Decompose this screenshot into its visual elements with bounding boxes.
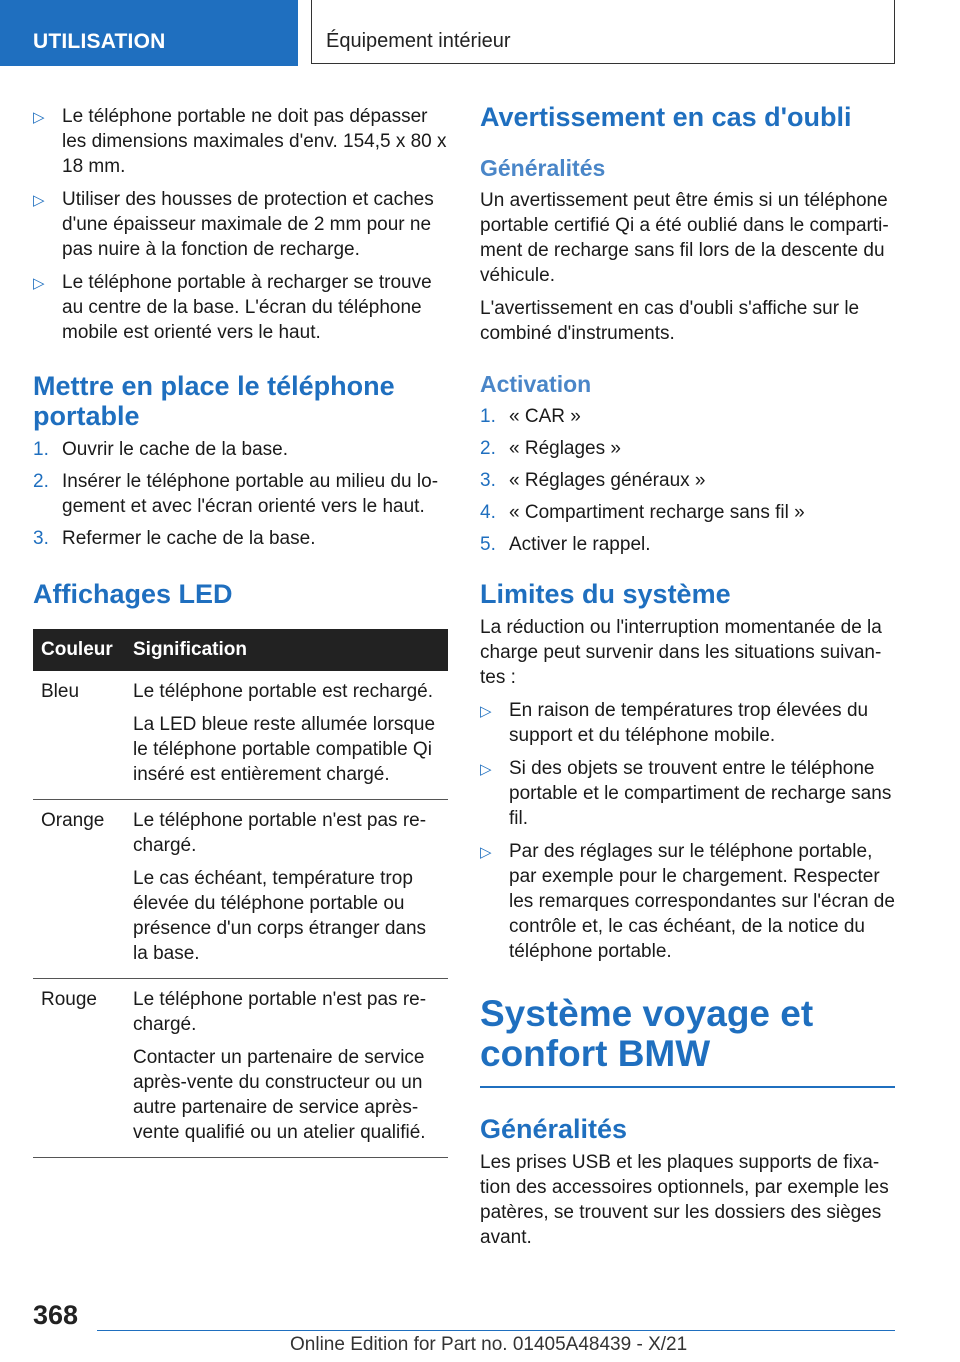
led-meaning-cell <box>125 800 448 979</box>
subheading-activation: Activation <box>480 371 592 397</box>
section-tab <box>0 0 298 66</box>
step-number: 4. <box>480 502 496 523</box>
meaning-detail: Contacter un partenaire de service après-vente du constructeur ou un autre partenaire de service après-vente qualifié ou un atelier qualifié. <box>133 1047 426 1143</box>
step-item <box>480 532 895 557</box>
section-heading-place-phone: Mettre en place le téléphone portable <box>33 371 395 431</box>
step-text: Refermer le cache de la base. <box>62 528 316 549</box>
step-text: Insérer le téléphone portable au milieu du logement et avec l'écran orienté vers le haut. <box>62 471 439 517</box>
section-heading-general: Généralités <box>480 1114 628 1144</box>
bullet-text: Par des réglages sur le téléphone portable, par exemple pour le chargement. Respecter les remarques correspondantes sur l'écran de contrôle et, le cas échéant, de la notice du téléphone portable. <box>509 841 895 962</box>
step-number: 2. <box>33 471 49 492</box>
step-text: Ouvrir le cache de la base. <box>62 439 289 460</box>
table-row <box>33 800 448 979</box>
meaning-text: Le téléphone portable n'est pas rechargé. <box>133 989 427 1035</box>
column-header-meaning: Signification <box>125 629 448 671</box>
step-item <box>33 437 448 462</box>
list-item <box>33 270 448 345</box>
triangle-bullet-icon: ▷ <box>33 109 45 126</box>
triangle-bullet-icon: ▷ <box>33 192 45 209</box>
chapter-box <box>311 0 895 64</box>
step-text: « CAR » <box>509 406 581 427</box>
section-title: UTILISATION <box>33 30 166 53</box>
triangle-bullet-icon: ▷ <box>480 761 492 778</box>
led-meaning-cell <box>125 671 448 800</box>
led-table <box>33 629 448 1158</box>
section-heading-warning: Avertissement en cas d'oubli <box>480 102 852 132</box>
list-item <box>480 698 895 748</box>
section-heading-limits: Limites du système <box>480 579 731 609</box>
footer-edition: Online Edition for Part no. 01405A48439 - X/21 <box>290 1334 688 1355</box>
left-column <box>33 104 448 1158</box>
paragraph: L'avertissement en cas d'oubli s'affiche sur le combiné d'instruments. <box>480 298 860 344</box>
right-column <box>480 102 895 1250</box>
meaning-text: Le téléphone portable n'est pas rechargé. <box>133 810 427 856</box>
paragraph: Un avertissement peut être émis si un téléphone portable certifié Qi a été oublié dans le compartiment de recharge sans fil lors de la descente du véhicule. <box>480 190 889 286</box>
meaning-detail: La LED bleue reste allumée lorsque le téléphone portable compatible Qi inséré est entièrement chargé. <box>133 714 436 785</box>
column-header-color: Couleur <box>33 629 125 671</box>
chapter-heading-travel-comfort: Système voyage et confort BMW <box>480 993 814 1074</box>
page-header <box>0 0 960 66</box>
meaning-detail: Le cas échéant, température trop élevée du téléphone portable ou présence d'un corps étranger dans la base. <box>133 868 427 964</box>
table-header-row <box>33 629 448 671</box>
section-heading-led: Affichages LED <box>33 579 233 609</box>
step-number: 2. <box>480 438 496 459</box>
bullet-text: En raison de températures trop élevées du support et du téléphone mobile. <box>509 700 869 746</box>
bullet-text: Utiliser des housses de protection et caches d'une épaisseur maximale de 2 mm pour ne pas nuire à la fonction de recharge. <box>62 189 434 260</box>
triangle-bullet-icon: ▷ <box>33 275 45 292</box>
step-item <box>480 500 895 525</box>
step-text: « Réglages généraux » <box>509 470 706 491</box>
list-item <box>33 187 448 262</box>
subheading-general: Généralités <box>480 155 606 181</box>
step-number: 3. <box>480 470 496 491</box>
table-row <box>33 979 448 1158</box>
table-row <box>33 671 448 800</box>
triangle-bullet-icon: ▷ <box>480 703 492 720</box>
step-number: 1. <box>480 406 496 427</box>
bullet-text: Si des objets se trouvent entre le téléphone portable et le compartiment de recharge sans fil. <box>509 758 892 829</box>
paragraph: La réduction ou l'interruption momentanée de la charge peut survenir dans les situations suivantes : <box>480 617 882 688</box>
bullet-text: Le téléphone portable ne doit pas dépasser les dimensions maximales d'env. 154,5 x 80 x 18 mm. <box>62 106 447 177</box>
step-item <box>33 526 448 551</box>
footer-divider <box>97 1330 895 1331</box>
led-meaning-cell <box>125 979 448 1158</box>
list-item <box>33 104 448 179</box>
step-item <box>480 404 895 429</box>
chapter-title: Équipement intérieur <box>326 30 511 52</box>
triangle-bullet-icon: ▷ <box>480 844 492 861</box>
step-item <box>480 436 895 461</box>
meaning-text: Le téléphone portable est rechargé. <box>133 681 433 702</box>
step-text: « Compartiment recharge sans fil » <box>509 502 805 523</box>
step-text: Activer le rappel. <box>509 534 651 555</box>
step-number: 1. <box>33 439 49 460</box>
page-number: 368 <box>33 1300 79 1330</box>
bullet-text: Le téléphone portable à recharger se trouve au centre de la base. L'écran du téléphone mobile est orienté vers le haut. <box>62 272 432 343</box>
step-item <box>480 468 895 493</box>
paragraph: Les prises USB et les plaques supports de fixation des accessoires optionnels, par exemple les patères, se trouvent sur les dossiers des sièges avant. <box>480 1152 889 1248</box>
divider <box>480 1086 895 1088</box>
step-number: 5. <box>480 534 496 555</box>
step-item <box>33 469 448 519</box>
led-color-cell: Orange <box>33 800 125 979</box>
step-text: « Réglages » <box>509 438 621 459</box>
led-color-cell: Rouge <box>33 979 125 1158</box>
step-number: 3. <box>33 528 49 549</box>
list-item <box>480 839 895 964</box>
list-item <box>480 756 895 831</box>
led-color-cell: Bleu <box>33 671 125 800</box>
